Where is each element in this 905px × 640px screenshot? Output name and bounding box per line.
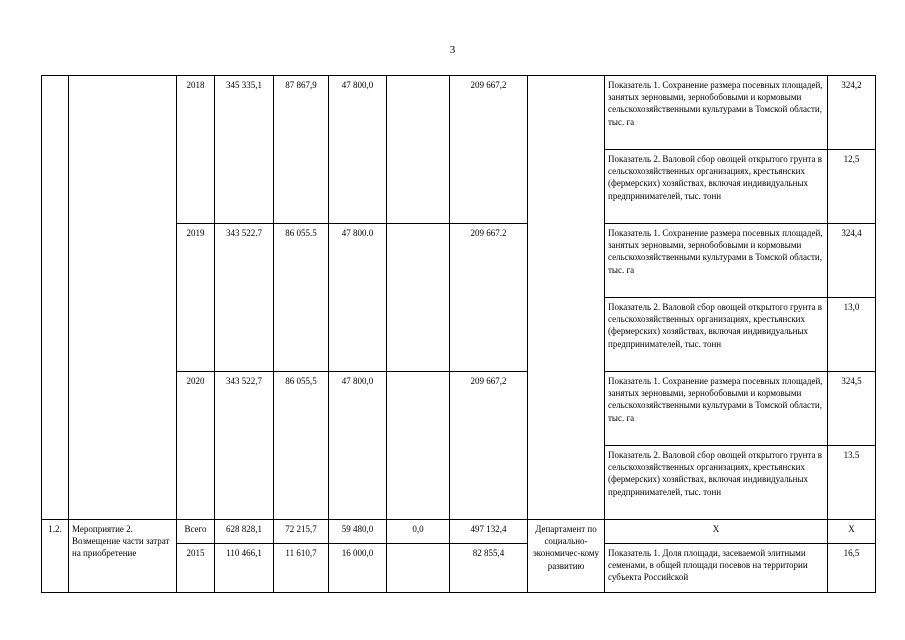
federal-cell: 11 610,7 [274, 544, 329, 593]
indicator-cell: Показатель 2. Валовой сбор овощей открытого грунта в сельскохозяйственных организациях, крестьянских (фермерских) хозяйствах, включая индивидуальных предпринимателей, тыс. тонн [605, 150, 828, 224]
indicator-value: 13,0 [828, 298, 876, 372]
extra-budget-cell: 209 667.2 [450, 224, 528, 372]
total-cell: 345 335,1 [215, 76, 274, 224]
indicator-cell: Показатель 2. Валовой сбор овощей открытого грунта в сельскохозяйственных организациях, крестьянских (фермерских) хозяйствах, включая индивидуальных предпринимателей, тыс. тонн [605, 298, 828, 372]
total-cell: 343 522,7 [215, 372, 274, 520]
program-table [41, 75, 876, 593]
indicator-value: 16,5 [828, 544, 876, 593]
number-cell-empty [42, 76, 69, 520]
indicator-cell: Показатель 1. Сохранение размера посевных площадей, занятых зерновыми, зернобобовыми и кормовыми сельскохозяйственными культурами в Томской области, тыс. га [605, 224, 828, 298]
indicator-value: 12,5 [828, 150, 876, 224]
indicator-value: 324,2 [828, 76, 876, 150]
indicator-value: 324,4 [828, 224, 876, 298]
measure-name: Мероприятие 2. Возмещение части затрат на приобретение [69, 520, 177, 593]
indicator-value: 324,5 [828, 372, 876, 446]
extra-budget-cell: 497 132,4 [450, 520, 528, 544]
extra-budget-cell: 82 855,4 [450, 544, 528, 593]
regional-cell: 47 800,0 [329, 372, 387, 520]
indicator-cell: Х [605, 520, 828, 544]
extra-budget-cell: 209 667,2 [450, 76, 528, 224]
local-cell: 0,0 [387, 520, 450, 544]
total-cell: 628 828,1 [215, 520, 274, 544]
indicator-cell: Показатель 2. Валовой сбор овощей открытого грунта в сельскохозяйственных организациях, крестьянских (фермерских) хозяйствах, включая индивидуальных предпринимателей, тыс. тонн [605, 446, 828, 520]
local-cell [387, 76, 450, 224]
indicator-cell: Показатель 1. Доля площади, засеваемой элитными семенами, в общей площади посевов на территории субъекта Российской [605, 544, 828, 593]
year-cell: 2020 [177, 372, 215, 520]
local-cell [387, 224, 450, 372]
federal-cell: 86 055.5 [274, 224, 329, 372]
year-cell: 2018 [177, 76, 215, 224]
extra-budget-cell: 209 667,2 [450, 372, 528, 520]
year-cell: 2019 [177, 224, 215, 372]
department-cell: Департамент по социально-экономичес-кому развитию [528, 520, 605, 593]
indicator-value: Х [828, 520, 876, 544]
regional-cell: 59 480,0 [329, 520, 387, 544]
table-row [42, 76, 876, 150]
indicator-value: 13.5 [828, 446, 876, 520]
year-cell: Всего [177, 520, 215, 544]
local-cell [387, 372, 450, 520]
table-row [42, 520, 876, 544]
federal-cell: 87 867,9 [274, 76, 329, 224]
department-cell-empty [528, 76, 605, 520]
page-number: 3 [449, 44, 456, 56]
year-cell: 2015 [177, 544, 215, 593]
total-cell: 343 522.7 [215, 224, 274, 372]
indicator-cell: Показатель 1. Сохранение размера посевных площадей, занятых зерновыми, зернобобовыми и кормовыми сельскохозяйственными культурами в Томской области, тыс. га [605, 372, 828, 446]
regional-cell: 47 800.0 [329, 224, 387, 372]
name-cell-empty [69, 76, 177, 520]
federal-cell: 86 055,5 [274, 372, 329, 520]
federal-cell: 72 215,7 [274, 520, 329, 544]
total-cell: 110 466,1 [215, 544, 274, 593]
measure-number: 1.2. [42, 520, 69, 593]
regional-cell: 16 000,0 [329, 544, 387, 593]
indicator-cell: Показатель 1. Сохранение размера посевных площадей, занятых зерновыми, зернобобовыми и кормовыми сельскохозяйственными культурами в Томской области, тыс. га [605, 76, 828, 150]
local-cell [387, 544, 450, 593]
regional-cell: 47 800,0 [329, 76, 387, 224]
